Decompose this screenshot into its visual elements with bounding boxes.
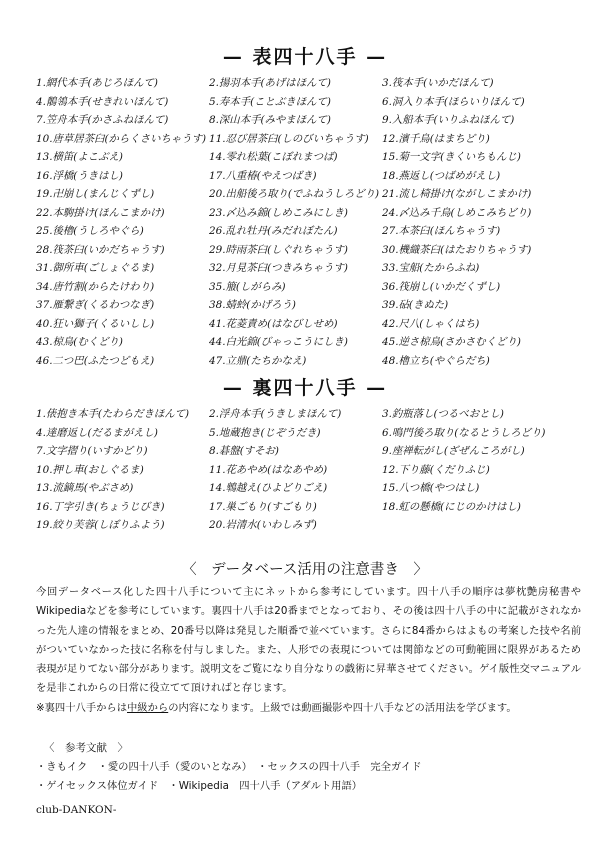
omote-position-item: 11.忍び居茶臼(しのびいちゃうす) bbox=[209, 132, 369, 145]
omote-position-item: 43.椋鳥(むくどり) bbox=[36, 336, 123, 348]
omote-position-item: 44.白光錦(びゃっこうにしき) bbox=[209, 336, 348, 348]
ura-48-list bbox=[36, 405, 596, 535]
ura-position-item: 4.達磨返し(だるまがえし) bbox=[36, 426, 158, 439]
ura-position-item: 14.鵯越え(ひよどりごえ) bbox=[209, 482, 328, 494]
ura-position-item: 6.鳴門後ろ取り(なるとうしろどり) bbox=[382, 426, 546, 439]
ura-position-item: 5.地蔵抱き(じぞうだき) bbox=[209, 426, 321, 439]
references-line-2: ・ゲイセックス体位ガイド ・Wikipedia 四十八手（アダルト用語） bbox=[36, 780, 363, 792]
notes-heading: 〈 データベース活用の注意書き 〉 bbox=[182, 562, 428, 578]
omote-position-item: 10.唐草居茶臼(からくさいちゃうす) bbox=[36, 132, 207, 145]
omote-position-item: 8.深山本手(みやまほんて) bbox=[209, 114, 331, 126]
footer-brand: club-DANKON- bbox=[36, 804, 117, 816]
omote-position-item: 27.本茶臼(ほんちゃうす) bbox=[382, 225, 501, 237]
omote-position-item: 13.横笛(よこぶえ) bbox=[36, 151, 123, 163]
ura-position-item: 16.丁字引き(ちょうじびき) bbox=[36, 500, 165, 513]
omote-position-item: 1.網代本手(あじろほんて) bbox=[36, 77, 158, 89]
references-line-1: ・きもイク ・愛の四十八手（愛のいとなみ） ・セックスの四十八手 完全ガイド bbox=[36, 761, 422, 773]
omote-position-item: 32.月見茶臼(つきみちゃうす) bbox=[209, 262, 348, 274]
omote-position-item: 26.乱れ牡丹(みだれぼたん) bbox=[209, 225, 338, 237]
ura-position-item: 3.釣瓶落し(つるべおとし) bbox=[382, 408, 504, 420]
notes-paragraph: 今回データベース化した四十八手について主にネットから参考にしています。四十八手の順序は夢枕艶房秘書やWikipediaなどを参考にしています。裏四十八手は20番までとなっており、その後は四十八手の中に記載がされなかった先人達の情報をまとめ、20番号以降は発見した順番で並べています。さらに84番からはよもの考案した技や名前がついていなかった技に名称を付与しました。また、人形での表現については関節などの可動範囲に限界があるため表現が足りてない部分があります。説明文をご覧になり自分なりの戯術に昇華させてください。ゲイ版性交マニュアルを是非これからの日常に役立てて頂ければと存じます。 bbox=[36, 586, 581, 695]
omote-position-item: 7.笠舟本手(かさふねほんて) bbox=[36, 114, 169, 126]
ura-position-item: 8.碁盤(すそお) bbox=[209, 445, 279, 457]
ura-position-item: 2.浮舟本手(うきしまほんて) bbox=[209, 408, 342, 420]
omote-position-item: 6.洞入り本手(ほらいりほんて) bbox=[382, 95, 525, 108]
ura-position-item: 7.文字摺り(いすかどり) bbox=[36, 445, 148, 457]
omote-position-item: 30.機織茶臼(はたおりちゃうす) bbox=[382, 243, 532, 256]
omote-position-item: 21.流し椅掛け(ながしこまかけ) bbox=[382, 188, 532, 200]
notes-last-line bbox=[36, 699, 581, 718]
omote-48-list bbox=[36, 74, 596, 370]
ura-48-title: — 裏四十八手 — bbox=[222, 377, 388, 399]
references-list bbox=[36, 758, 596, 796]
omote-position-item: 22.本駒掛け(ほんこまかけ) bbox=[36, 206, 165, 219]
omote-position-item: 4.鶺鴒本手(せきれいほんて) bbox=[36, 95, 169, 108]
omote-position-item: 2.揚羽本手(あげはほんて) bbox=[209, 77, 331, 89]
ura-position-item: 11.花あやめ(はなあやめ) bbox=[209, 463, 328, 476]
ura-position-item: 20.岩清水(いわしみず) bbox=[209, 519, 317, 531]
ura-position-item: 1.俵抱き本手(たわらだきほんて) bbox=[36, 408, 190, 420]
omote-position-item: 39.砧(きぬた) bbox=[382, 299, 449, 311]
omote-position-item: 14.零れ松葉(こぼれまつば) bbox=[209, 151, 338, 163]
omote-position-item: 48.櫓立ち(やぐらだち) bbox=[382, 354, 490, 367]
omote-position-item: 45.逆さ椋鳥(さかさむくどり) bbox=[382, 336, 521, 348]
ura-position-item: 15.八つ橋(やつはし) bbox=[382, 482, 480, 494]
omote-position-item: 17.八重椿(やえつばき) bbox=[209, 169, 317, 182]
omote-position-item: 36.筏崩し(いかだくずし) bbox=[382, 280, 501, 293]
omote-position-item: 34.唐竹割(からたけわり) bbox=[36, 280, 155, 293]
omote-position-item: 5.寿本手(ことぶきほんて) bbox=[209, 95, 331, 108]
omote-position-item: 40.狂い獅子(くるいしし) bbox=[36, 317, 155, 330]
omote-position-item: 46.二つ巴(ふたつどもえ) bbox=[36, 354, 155, 367]
ura-position-item: 9.座禅転がし(ざぜんころがし) bbox=[382, 445, 525, 457]
omote-position-item: 33.宝船(たからふね) bbox=[382, 262, 480, 274]
omote-position-item: 18.燕返し(つばめがえし) bbox=[382, 169, 501, 182]
omote-position-item: 20.出船後ろ取り(でふねうしろどり) bbox=[209, 188, 380, 200]
omote-position-item: 23.〆込み錦(しめこみにしき) bbox=[209, 206, 348, 219]
ura-position-item: 18.虹の懸橋(にじのかけはし) bbox=[382, 500, 521, 513]
omote-position-item: 28.筏茶臼(いかだちゃうす) bbox=[36, 243, 165, 256]
omote-position-item: 41.花菱責め(はなびしせめ) bbox=[209, 317, 338, 330]
omote-position-item: 31.御所車(ごしょぐるま) bbox=[36, 262, 155, 274]
omote-position-item: 47.立鼎(たちかなえ) bbox=[209, 354, 307, 367]
notes-underlined-text: 中級から bbox=[127, 701, 169, 714]
ura-position-item: 13.流鏑馬(やぶさめ) bbox=[36, 482, 134, 494]
omote-position-item: 12.濱千鳥(はまちどり) bbox=[382, 132, 490, 145]
omote-position-item: 37.雁繋ぎ(くるわつなぎ) bbox=[36, 299, 155, 311]
references-heading: 〈 参考文献 〉 bbox=[44, 742, 128, 754]
notes-last-prefix: ※裏四十八手からは bbox=[36, 701, 128, 714]
omote-position-item: 25.後櫓(うしろやぐら) bbox=[36, 225, 144, 237]
omote-position-item: 19.卍崩し(まんじくずし) bbox=[36, 188, 155, 200]
ura-position-item: 10.押し車(おしぐるま) bbox=[36, 463, 144, 476]
notes-body bbox=[36, 583, 581, 718]
ura-position-item: 17.巣ごもり(すごもり) bbox=[209, 500, 317, 513]
omote-position-item: 9.入船本手(いりふねほんて) bbox=[382, 114, 515, 126]
omote-48-title: — 表四十八手 — bbox=[222, 46, 388, 68]
notes-last-suffix: の内容になります。上級では動画撮影や四十八手などの活用法を学びます。 bbox=[168, 701, 517, 714]
omote-position-item: 42.尺八(しゃくはち) bbox=[382, 317, 480, 330]
omote-position-item: 29.時雨茶臼(しぐれちゃうす) bbox=[209, 243, 348, 256]
omote-position-item: 16.浮橋(うきはし) bbox=[36, 169, 123, 182]
omote-position-item: 38.蜻蛉(かげろう) bbox=[209, 299, 296, 311]
omote-position-item: 15.菊一文字(きくいちもんじ) bbox=[382, 151, 521, 163]
ura-position-item: 19.絞り芙蓉(しぼりふよう) bbox=[36, 519, 165, 531]
ura-position-item: 12.下り藤(くだりふじ) bbox=[382, 463, 490, 476]
omote-position-item: 35.箙(しがらみ) bbox=[209, 280, 286, 293]
omote-position-item: 24.〆込み千鳥(しめこみちどり) bbox=[382, 206, 532, 219]
omote-position-item: 3.筏本手(いかだほんて) bbox=[382, 77, 494, 89]
